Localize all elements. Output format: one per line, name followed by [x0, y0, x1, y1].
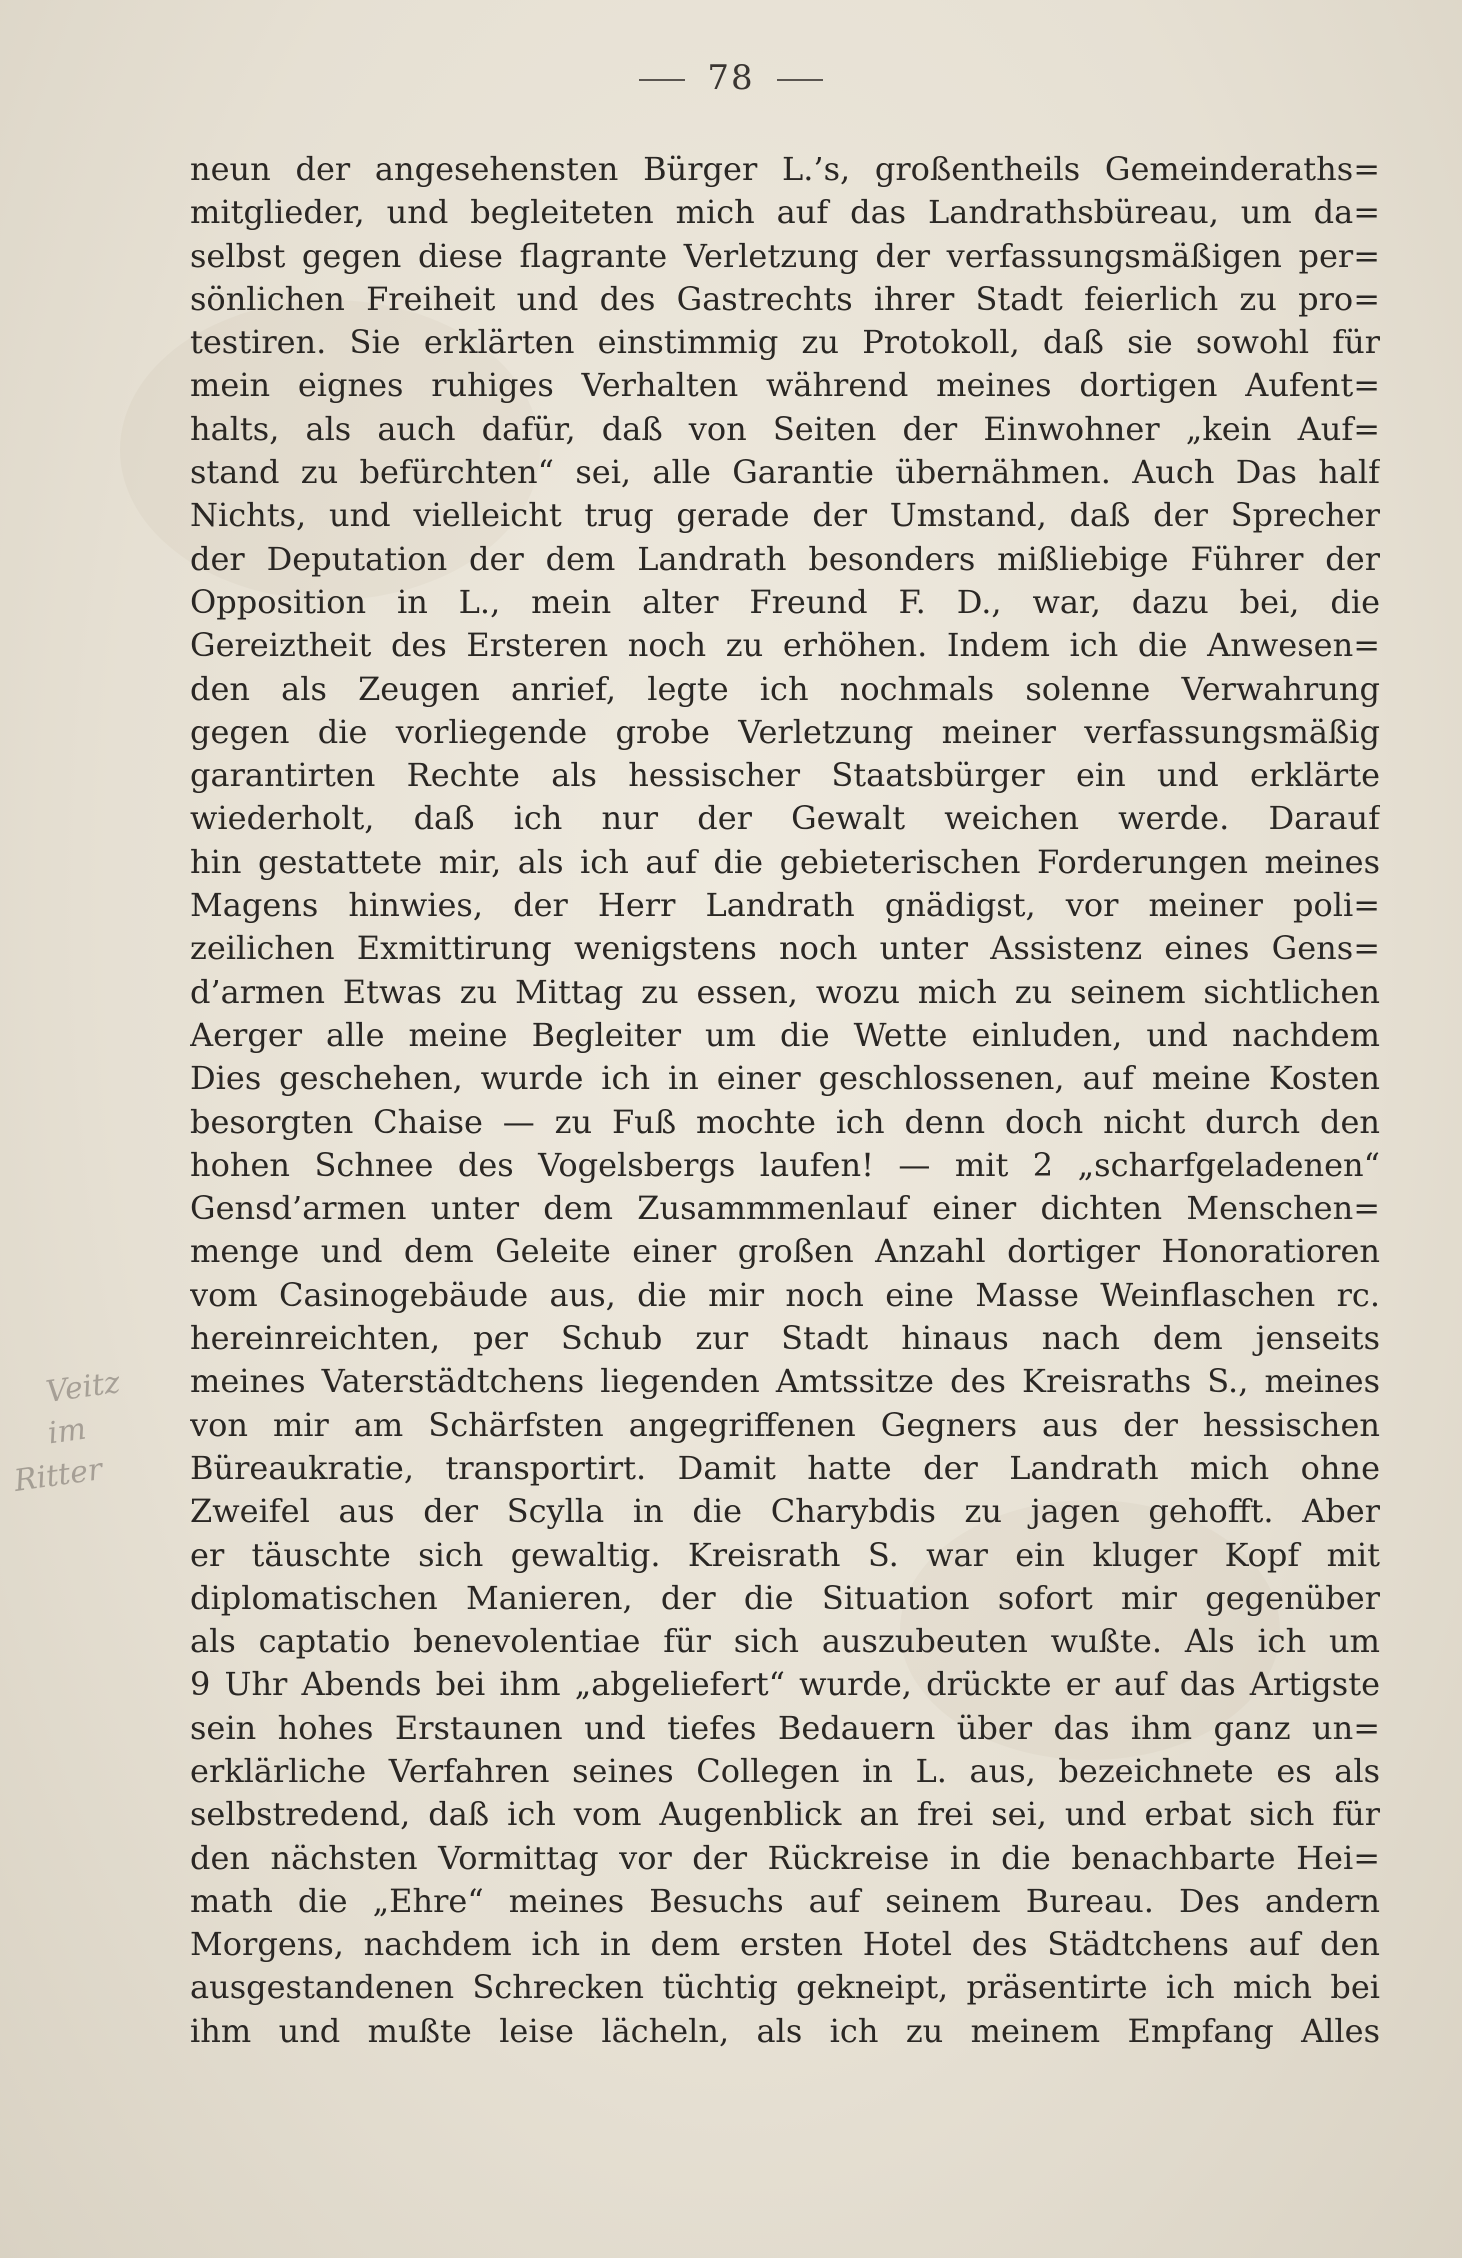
text-line: besorgten Chaise — zu Fuß mochte ich denn doch nicht durch den: [190, 1102, 1380, 1141]
text-line: Büreaukratie, transportirt. Damit hatte der Landrath mich ohne: [190, 1448, 1380, 1487]
text-line: mein eignes ruhiges Verhalten während meines dortigen Aufent=: [190, 366, 1380, 405]
text-line: ihm und mußte leise lächeln, als ich zu meinem Empfang Alles: [190, 2011, 1380, 2050]
text-line: d’armen Etwas zu Mittag zu essen, wozu mich zu seinem sichtlichen: [190, 972, 1380, 1011]
text-line: erklärliche Verfahren seines Collegen in L. aus, bezeichnete es als: [190, 1751, 1380, 1790]
text-line: sein hohes Erstaunen und tiefes Bedauern über das ihm ganz un=: [190, 1708, 1380, 1747]
page-number-value: 78: [707, 58, 755, 98]
text-line: den nächsten Vormittag vor der Rückreise in die benachbarte Hei=: [190, 1838, 1380, 1877]
text-line: neun der angesehensten Bürger L.’s, großentheils Gemeinderaths=: [190, 150, 1380, 188]
text-line: meines Vaterstädtchens liegenden Amtssitze des Kreisraths S., meines: [190, 1362, 1380, 1401]
text-line: hohen Schnee des Vogelsbergs laufen! — mit 2 „scharfgeladenen“: [190, 1145, 1380, 1184]
text-line: Aerger alle meine Begleiter um die Wette einluden, und nachdem: [190, 1015, 1380, 1054]
body-text: [190, 148, 1380, 2053]
text-line: Gensd’armen unter dem Zusammmenlauf einer dichten Menschen=: [190, 1189, 1380, 1228]
text-line: math die „Ehre“ meines Besuchs auf seinem Bureau. Des andern: [190, 1881, 1380, 1920]
text-line: vom Casinogebäude aus, die mir noch eine Masse Weinflaschen rc.: [190, 1275, 1380, 1314]
text-line: stand zu befürchten“ sei, alle Garantie übernähmen. Auch Das half: [190, 453, 1380, 492]
margin-note-line: Ritter: [11, 1452, 105, 1499]
text-line: diplomatischen Manieren, der die Situation sofort mir gegenüber: [190, 1578, 1380, 1617]
text-line: 9 Uhr Abends bei ihm „abgeliefert“ wurde, drückte er auf das Artigste: [190, 1665, 1380, 1704]
text-line: ausgestandenen Schrecken tüchtig gekneipt, präsentirte ich mich bei: [190, 1968, 1380, 2007]
text-line: Magens hinwies, der Herr Landrath gnädigst, vor meiner poli=: [190, 886, 1380, 925]
text-line: zeilichen Exmittirung wenigstens noch unter Assistenz eines Gens=: [190, 929, 1380, 968]
text-line: hereinreichten, per Schub zur Stadt hinaus nach dem jenseits: [190, 1319, 1380, 1358]
text-line: als captatio benevolentiae für sich auszubeuten wußte. Als ich um: [190, 1622, 1380, 1661]
text-line: Morgens, nachdem ich in dem ersten Hotel des Städtchens auf den: [190, 1925, 1380, 1964]
page-number: [0, 58, 1462, 98]
text-line: halts, als auch dafür, daß von Seiten der Einwohner „kein Auf=: [190, 409, 1380, 448]
text-line: er täuschte sich gewaltig. Kreisrath S. war ein kluger Kopf mit: [190, 1535, 1380, 1574]
margin-note-line: im: [45, 1411, 89, 1452]
page-number-dash-left: [639, 79, 685, 81]
text-line: von mir am Schärfsten angegriffenen Gegners aus der hessischen: [190, 1405, 1380, 1444]
text-line: selbst gegen diese flagrante Verletzung der verfassungsmäßigen per=: [190, 236, 1380, 275]
text-line: menge und dem Geleite einer großen Anzahl dortiger Honoratioren: [190, 1232, 1380, 1271]
margin-note-line: Veitz: [43, 1365, 123, 1410]
text-line: wiederholt, daß ich nur der Gewalt weichen werde. Darauf: [190, 799, 1380, 838]
text-line: Nichts, und vielleicht trug gerade der Umstand, daß der Sprecher: [190, 496, 1380, 535]
text-line: mitglieder, und begleiteten mich auf das Landrathsbüreau, um da=: [190, 193, 1380, 232]
text-line: den als Zeugen anrief, legte ich nochmals solenne Verwahrung: [190, 669, 1380, 708]
text-line: sönlichen Freiheit und des Gastrechts ihrer Stadt feierlich zu pro=: [190, 279, 1380, 318]
text-line: selbstredend, daß ich vom Augenblick an frei sei, und erbat sich für: [190, 1795, 1380, 1834]
margin-handwritten-note: [8, 1365, 178, 1510]
text-line: Opposition in L., mein alter Freund F. D., war, dazu bei, die: [190, 582, 1380, 621]
text-line: Dies geschehen, wurde ich in einer geschlossenen, auf meine Kosten: [190, 1059, 1380, 1098]
text-line: Gereiztheit des Ersteren noch zu erhöhen. Indem ich die Anwesen=: [190, 626, 1380, 665]
page-number-dash-right: [777, 79, 823, 81]
text-line: der Deputation der dem Landrath besonders mißliebige Führer der: [190, 539, 1380, 578]
text-line: garantirten Rechte als hessischer Staatsbürger ein und erklärte: [190, 756, 1380, 795]
text-line: hin gestattete mir, als ich auf die gebieterischen Forderungen meines: [190, 842, 1380, 881]
text-line: gegen die vorliegende grobe Verletzung meiner verfassungsmäßig: [190, 712, 1380, 751]
text-line: Zweifel aus der Scylla in die Charybdis zu jagen gehofft. Aber: [190, 1492, 1380, 1531]
text-line: testiren. Sie erklärten einstimmig zu Protokoll, daß sie sowohl für: [190, 323, 1380, 362]
